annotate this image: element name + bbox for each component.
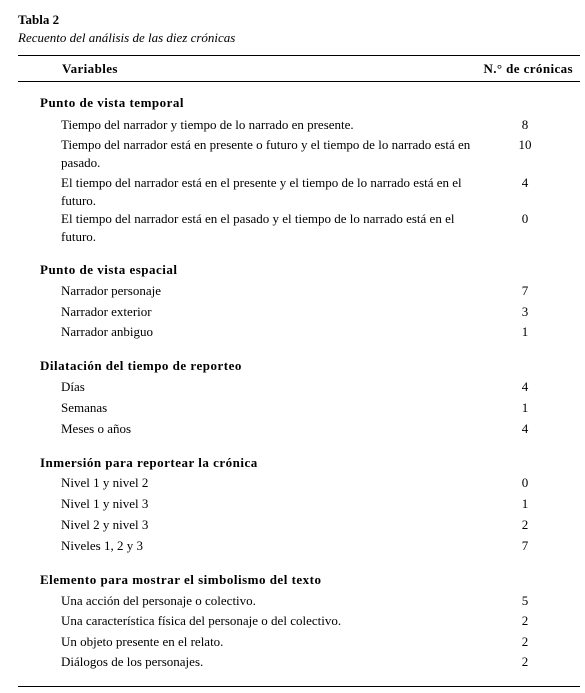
section-title-duration: Dilatación del tiempo de reporteo bbox=[40, 358, 242, 373]
table-row-value: 7 bbox=[521, 538, 529, 553]
section-title-spatial: Punto de vista espacial bbox=[40, 262, 178, 277]
column-header-count: N.° de crónicas bbox=[483, 61, 573, 76]
table-row-value: 2 bbox=[521, 634, 529, 649]
table-row-label: Un objeto presente en el relato. bbox=[61, 634, 224, 649]
section-title-immersion: Inmersión para reportear la crónica bbox=[40, 455, 258, 470]
table-row-label: Nivel 1 y nivel 2 bbox=[61, 475, 149, 490]
table-row-label: Diálogos de los personajes. bbox=[61, 654, 204, 669]
table-row-value: 4 bbox=[521, 421, 529, 436]
table-row-label: Semanas bbox=[61, 400, 108, 415]
table-row-value: 7 bbox=[521, 283, 529, 298]
table-row-label: Tiempo del narrador está en presente o futuro y el tiempo de lo narrado está en pasado. bbox=[61, 137, 471, 170]
table-row-label: Nivel 2 y nivel 3 bbox=[61, 517, 149, 532]
table-row-value: 4 bbox=[521, 175, 529, 190]
table-row-label: El tiempo del narrador está en el presente y el tiempo de lo narrado está en el futuro. bbox=[61, 175, 462, 208]
section-title-temporal: Punto de vista temporal bbox=[40, 95, 185, 110]
table-row-label: Narrador exterior bbox=[61, 304, 152, 319]
table-row-label: Narrador personaje bbox=[61, 283, 161, 298]
bottom-rule bbox=[18, 686, 580, 687]
top-rule bbox=[18, 55, 580, 56]
table-row-label: Tiempo del narrador y tiempo de lo narrado en presente. bbox=[61, 117, 354, 132]
column-header-variables: Variables bbox=[62, 61, 118, 76]
table-row-value: 2 bbox=[521, 517, 529, 532]
table-row-label: Nivel 1 y nivel 3 bbox=[61, 496, 149, 511]
table-row-value: 3 bbox=[521, 304, 529, 319]
table-row-label: Una característica física del personaje o del colectivo. bbox=[61, 613, 342, 628]
table-row-label: Una acción del personaje o colectivo. bbox=[61, 593, 256, 608]
header-rule bbox=[18, 81, 580, 82]
table-row-value: 1 bbox=[521, 324, 529, 339]
table-row-label: Meses o años bbox=[61, 421, 132, 436]
table-row-value: 10 bbox=[518, 137, 532, 152]
table-label: Tabla 2 bbox=[18, 12, 60, 27]
table-caption: Recuento del análisis de las diez crónicas bbox=[18, 30, 236, 45]
table-row-label: Narrador anbiguo bbox=[61, 324, 154, 339]
table-row-value: 2 bbox=[521, 654, 529, 669]
table-row-value: 8 bbox=[521, 117, 529, 132]
table-row-value: 0 bbox=[521, 475, 529, 490]
table-row-label: El tiempo del narrador está en el pasado y el tiempo de lo narrado está en el futuro. bbox=[61, 211, 455, 244]
section-title-symbolism: Elemento para mostrar el simbolismo del texto bbox=[40, 572, 322, 587]
table-row-value: 5 bbox=[521, 593, 529, 608]
table-row-value: 1 bbox=[521, 400, 529, 415]
table-row-value: 1 bbox=[521, 496, 529, 511]
table-row-label: Días bbox=[61, 379, 85, 394]
table-row-value: 2 bbox=[521, 613, 529, 628]
table-row-value: 4 bbox=[521, 379, 529, 394]
table-row-label: Niveles 1, 2 y 3 bbox=[61, 538, 143, 553]
table-row-value: 0 bbox=[521, 211, 529, 226]
